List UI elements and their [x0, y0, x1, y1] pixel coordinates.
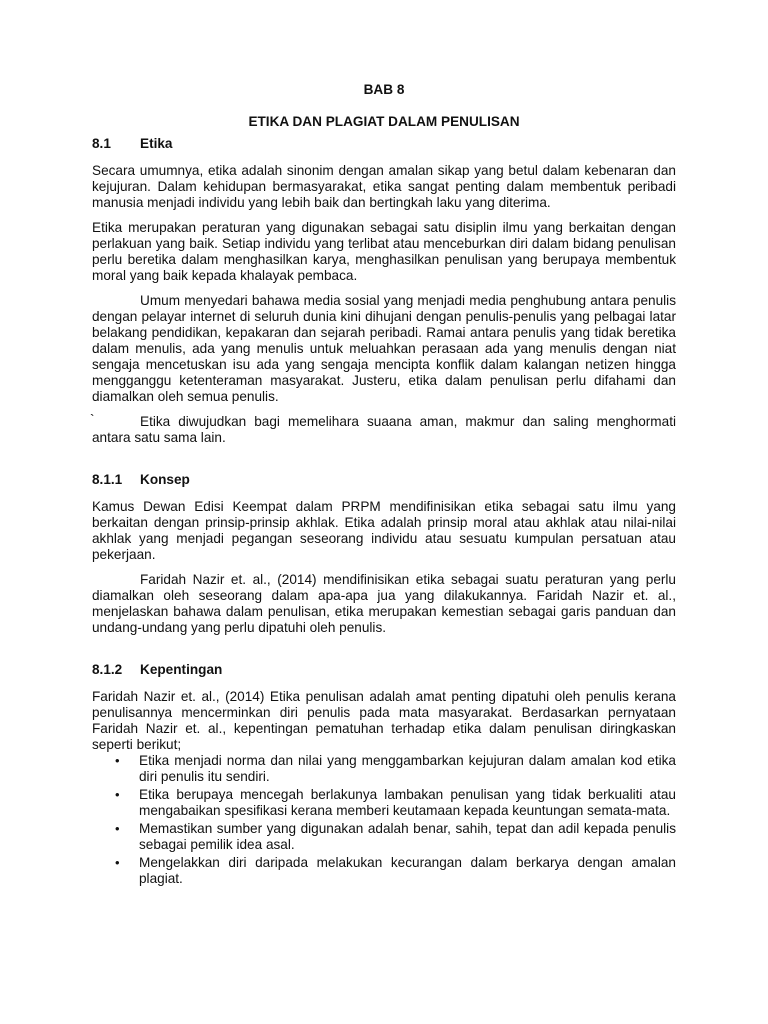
list-item: [92, 855, 676, 887]
paragraph-with-tick: [92, 414, 676, 446]
section-heading-8-1-2: [92, 662, 676, 678]
chapter-title: ETIKA DAN PLAGIAT DALAM PENULISAN: [248, 114, 520, 129]
bullet-icon: •: [115, 753, 120, 768]
section-number: 8.1.2: [92, 662, 123, 677]
section-number: 8.1: [92, 136, 111, 151]
section-heading-8-1-1: [92, 472, 676, 488]
bullet-list: [92, 753, 676, 887]
paragraph-text: Etika diwujudkan bagi memelihara suaana aman, makmur dan saling menghormati antara satu sama lain.: [92, 414, 676, 445]
paragraph: Faridah Nazir et. al., (2014) Etika penulisan adalah amat penting dipatuhi oleh penulis kerana penulisannya mencerminkan diri penulis pada mata masyarakat. Berdasarkan pernyataan Faridah Nazir et. al., kepentingan pematuhan terhadap etika dalam penulisan diringkaskan seperti berikut;: [92, 689, 676, 752]
paragraph: Faridah Nazir et. al., (2014) mendifinisikan etika sebagai suatu peraturan yang perlu diamalkan oleh seseorang dalam apa-apa jua yang dilakukannya. Faridah Nazir et. al., menjelaskan bahawa dalam penulisan, etika merupakan kemestian sebagai garis panduan dan undang-undang yang perlu dipatuhi oleh penulis.: [92, 572, 676, 635]
section-title: Kepentingan: [140, 662, 223, 677]
stray-tick-mark: `: [90, 412, 95, 427]
section-title: Konsep: [140, 472, 190, 487]
list-item: [92, 787, 676, 819]
paragraph: Kamus Dewan Edisi Keempat dalam PRPM mendifinisikan etika sebagai satu ilmu yang berkaitan dengan prinsip-prinsip akhlak. Etika adalah prinsip moral atau akhlak atau nilai-nilai akhlak yang menjadi pegangan seseorang individu atau sesuatu kumpulan persatuan atau pekerjaan.: [92, 499, 676, 562]
section-heading-8-1: [92, 136, 676, 152]
paragraph: Secara umumnya, etika adalah sinonim dengan amalan sikap yang betul dalam kebenaran dan kejujuran. Dalam kehidupan bermasyarakat, etika sangat penting dalam membentuk peribadi manusia menjadi individu yang lebih baik dan bertingkah laku yang diterima.: [92, 163, 676, 210]
list-item: [92, 753, 676, 785]
list-item-text: Etika berupaya mencegah berlakunya lambakan penulisan yang tidak berkualiti atau mengabaikan spesifikasi kerana memberi keutamaan kepada keuntungan semata-mata.: [139, 787, 676, 818]
list-item-text: Mengelakkan diri daripada melakukan kecurangan dalam berkarya dengan amalan plagiat.: [139, 855, 676, 886]
bullet-icon: •: [115, 787, 120, 802]
list-item: [92, 821, 676, 853]
chapter-label: BAB 8: [363, 82, 405, 97]
list-item-text: Memastikan sumber yang digunakan adalah benar, sahih, tepat dan adil kepada penulis sebagai pemilik idea asal.: [139, 821, 676, 852]
section-title: Etika: [140, 136, 173, 151]
bullet-icon: •: [115, 821, 120, 836]
paragraph: Etika merupakan peraturan yang digunakan sebagai satu disiplin ilmu yang berkaitan dengan perlakuan yang baik. Setiap individu yang terlibat atau menceburkan diri dalam bidang penulisan perlu beretika dalam menghasilkan karya, menghasilkan penulisan yang berupaya membentuk moral yang baik kepada khalayak pembaca.: [92, 220, 676, 283]
section-number: 8.1.1: [92, 472, 123, 487]
document-page: [92, 82, 676, 889]
list-item-text: Etika menjadi norma dan nilai yang menggambarkan kejujuran dalam amalan kod etika diri penulis itu sendiri.: [139, 753, 676, 784]
paragraph: Umum menyedari bahawa media sosial yang menjadi media penghubung antara penulis dengan pelayar internet di seluruh dunia kini dihujani dengan penulis-penulis yang pelbagai latar belakang pendidikan, kepakaran dan sejarah peribadi. Ramai antara penulis yang tidak beretika dalam menulis, ada yang menulis untuk meluahkan perasaan ada yang menulis dengan niat sengaja mencetuskan isu ada yang sengaja mencipta konflik dalam kalangan netizen hingga mengganggu ketenteraman masyarakat. Justeru, etika dalam penulisan perlu difahami dan diamalkan oleh semua penulis.: [92, 293, 676, 404]
bullet-icon: •: [115, 855, 120, 870]
